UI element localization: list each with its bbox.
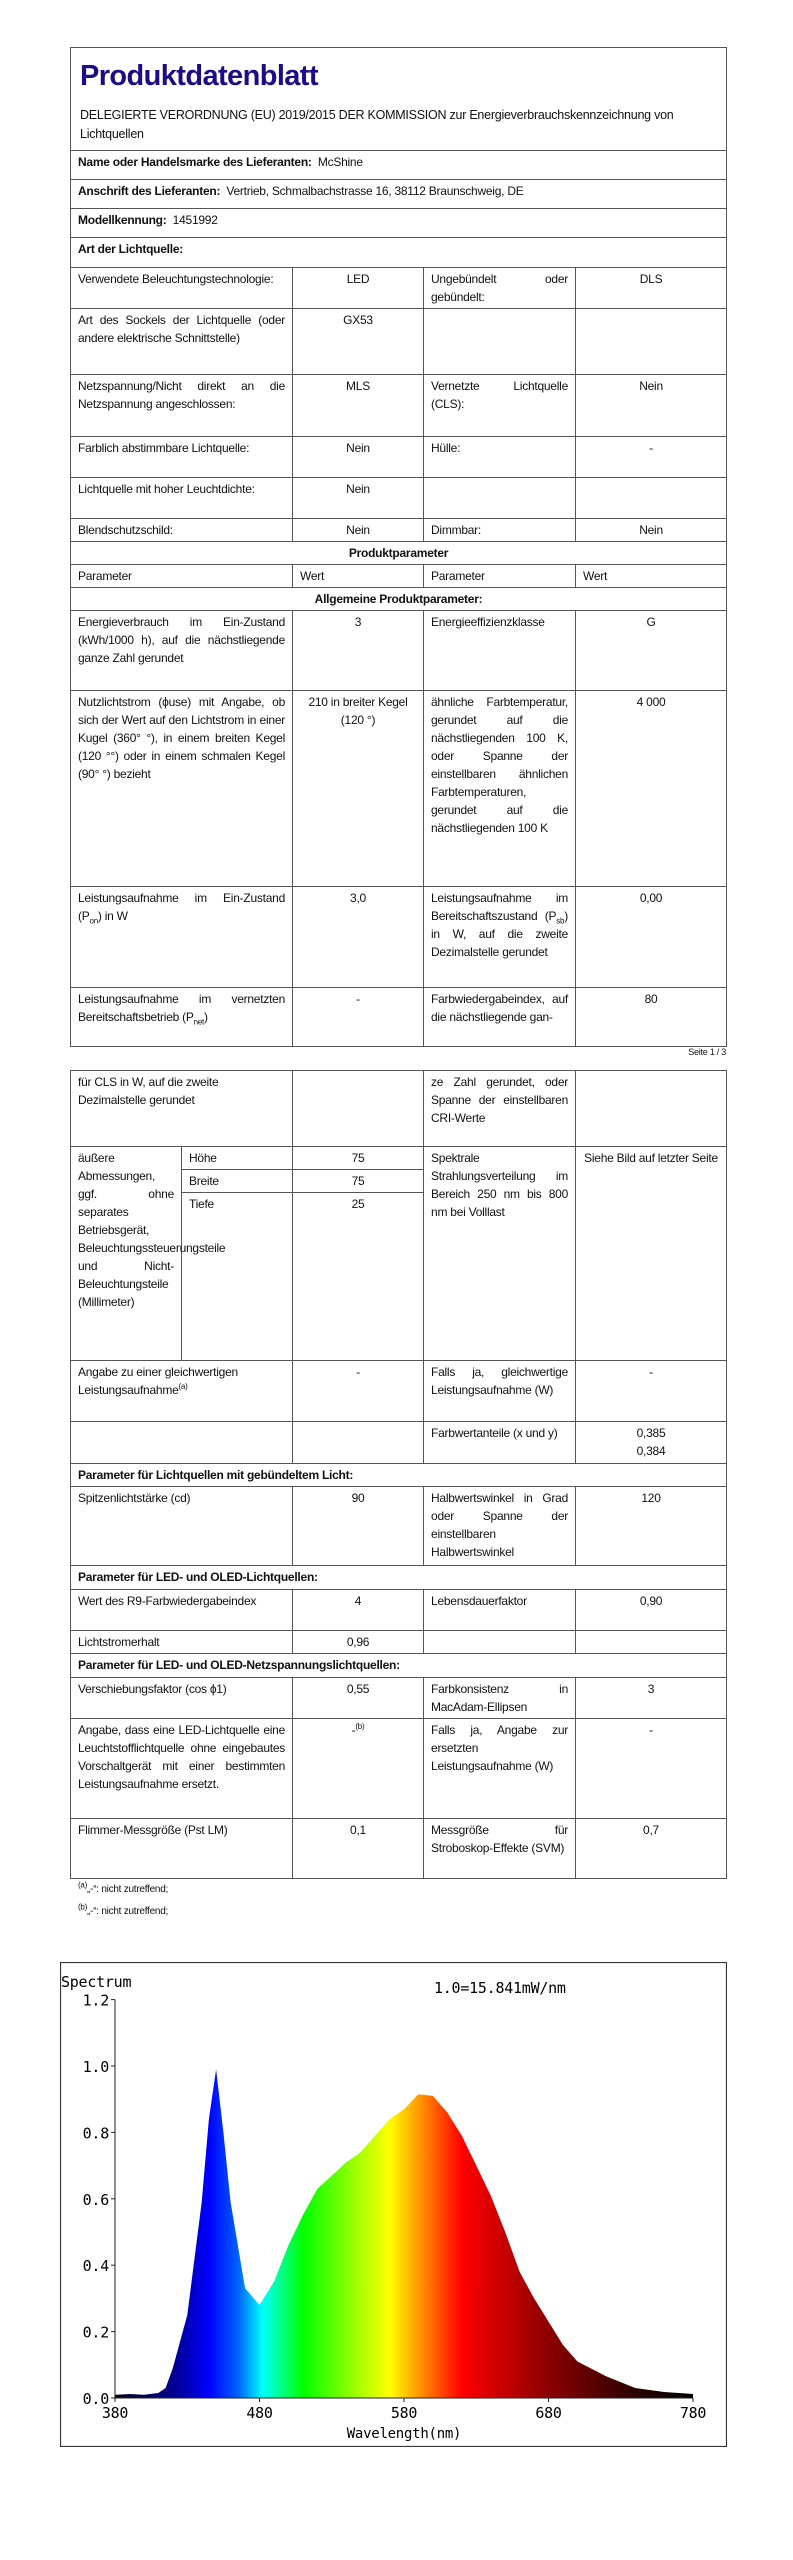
param-label: Falls ja, gleichwertige Leistungsaufnahme (W) bbox=[424, 1361, 576, 1422]
footnote-text: „-“: nicht zutreffend; bbox=[87, 1884, 169, 1895]
param-value bbox=[576, 478, 727, 519]
supplier-address: Vertrieb, Schmalbachstrasse 16, 38112 Braunschweig, DE bbox=[226, 184, 524, 198]
supplier-address-row bbox=[71, 180, 727, 209]
param-value: GX53 bbox=[293, 309, 424, 375]
table-row bbox=[71, 1071, 727, 1147]
param-value: - bbox=[576, 1719, 727, 1819]
label-text: Leistungsaufnahme im vernetzten Bereitschaftsbetrieb (P bbox=[78, 992, 285, 1024]
param-value: Nein bbox=[576, 519, 727, 542]
y-tick-label: 0.8 bbox=[82, 2124, 109, 2143]
y-tick-label: 0.4 bbox=[82, 2257, 109, 2276]
regulation-text: DELEGIERTE VERORDNUNG (EU) 2019/2015 DER KOMMISSION zur Energieverbrauchskennzeichnung von Lichtquellen bbox=[80, 108, 674, 141]
x-tick-label: 680 bbox=[535, 2404, 562, 2422]
param-value bbox=[576, 309, 727, 375]
y-tick-label: 1.2 bbox=[82, 1991, 109, 2010]
param-label: Ungebündelt oder gebündelt: bbox=[424, 268, 576, 309]
param-label: Nutzlichtstrom (ϕuse) mit Angabe, ob sich der Wert auf den Lichtstrom in einer Kugel (360° °), in einem breiten Kegel (120 °°) oder in einem schmalen Kegel (90° °) bezieht bbox=[71, 691, 293, 887]
param-label: Vernetzte Lichtquelle (CLS): bbox=[424, 375, 576, 437]
table-row bbox=[71, 1147, 727, 1170]
param-label: Energieeffizienzklasse bbox=[424, 611, 576, 691]
param-label bbox=[71, 988, 293, 1047]
param-value: 0,90 bbox=[576, 1590, 727, 1631]
param-value: - bbox=[293, 988, 424, 1047]
supplier-address-label: Anschrift des Lieferanten: bbox=[78, 184, 221, 198]
param-value: - bbox=[293, 1361, 424, 1422]
param-value bbox=[576, 1422, 727, 1464]
param-value: 210 in breiter Kegel (120 °) bbox=[293, 691, 424, 887]
param-label: Energieverbrauch im Ein-Zustand (kWh/1000 h), auf die nächstliegende ganze Zahl gerundet bbox=[71, 611, 293, 691]
param-value: - bbox=[576, 1361, 727, 1422]
column-header-row bbox=[71, 565, 727, 588]
dimension-label: Breite bbox=[182, 1170, 293, 1193]
dimension-label: Höhe bbox=[182, 1147, 293, 1170]
param-label: Netzspannung/Nicht direkt an die Netzspannung angeschlossen: bbox=[71, 375, 293, 437]
chart-title: Spectrum bbox=[61, 1973, 132, 1991]
param-label: ze Zahl gerundet, oder Spanne der einstellbaren CRI-Werte bbox=[424, 1071, 576, 1147]
param-label: Halbwertswinkel in Grad oder Spanne der einstellbaren Halbwertswinkel bbox=[424, 1487, 576, 1566]
param-label: Farblich abstimmbare Lichtquelle: bbox=[71, 437, 293, 478]
param-value: Siehe Bild auf letzter Seite bbox=[576, 1147, 727, 1361]
label-text: ) in W, auf die zweite Dezimalstelle gerundet bbox=[431, 909, 568, 959]
page-number: Seite 1 / 3 bbox=[688, 1047, 726, 1057]
column-header: Wert bbox=[293, 565, 424, 588]
table-row bbox=[71, 887, 727, 988]
y-tick-label: 0.6 bbox=[82, 2190, 109, 2209]
param-value: 0,00 bbox=[576, 887, 727, 988]
param-value: 4 bbox=[293, 1590, 424, 1631]
param-label: Flimmer-Messgröße (Pst LM) bbox=[71, 1819, 293, 1879]
param-value: 0,1 bbox=[293, 1819, 424, 1879]
title-cell bbox=[71, 48, 727, 151]
datasheet-table-page-1 bbox=[70, 47, 727, 1047]
footnote-mark: (b) bbox=[78, 1902, 88, 1912]
model-label: Modellkennung: bbox=[78, 213, 167, 227]
table-row bbox=[71, 309, 727, 375]
param-value bbox=[293, 1719, 424, 1819]
table-row bbox=[71, 375, 727, 437]
supplier-name: McShine bbox=[317, 155, 363, 169]
param-label bbox=[71, 887, 293, 988]
param-label: Farbkonsistenz in MacAdam-Ellipsen bbox=[424, 1678, 576, 1719]
param-label: Falls ja, Angabe zur ersetzten Leistungsaufnahme (W) bbox=[424, 1719, 576, 1819]
param-label: Art des Sockels der Lichtquelle (oder andere elektrische Schnittstelle) bbox=[71, 309, 293, 375]
model-row bbox=[71, 209, 727, 238]
label-text: Angabe zu einer gleichwertigen Leistungsaufnahme bbox=[78, 1365, 238, 1397]
param-label bbox=[71, 1361, 293, 1422]
param-value bbox=[576, 1071, 727, 1147]
param-value bbox=[576, 1631, 727, 1654]
param-label: Angabe, dass eine LED-Lichtquelle eine Leuchtstofflichtquelle ohne eingebautes Vorschaltgerät mit einer bestimmten Leistungsaufnahme ersetzt. bbox=[71, 1719, 293, 1819]
table-row bbox=[71, 1719, 727, 1819]
table-row bbox=[71, 691, 727, 887]
dimensions-label: äußere Abmessungen, ggf. ohne separates Betriebsgerät, Beleuchtungssteuerungsteile und Nicht-Beleuchtungsteile (Millimeter) bbox=[71, 1147, 182, 1361]
directional-heading: Parameter für Lichtquellen mit gebündeltem Licht: bbox=[71, 1464, 727, 1487]
param-label: Wert des R9-Farbwiedergabeindex bbox=[71, 1590, 293, 1631]
param-label: Dimmbar: bbox=[424, 519, 576, 542]
table-row bbox=[71, 1487, 727, 1566]
dimension-label: Tiefe bbox=[182, 1193, 293, 1361]
footnote-a bbox=[78, 1880, 169, 1895]
param-value: DLS bbox=[576, 268, 727, 309]
param-value: G bbox=[576, 611, 727, 691]
supplier-name-row bbox=[71, 151, 727, 180]
param-value: 90 bbox=[293, 1487, 424, 1566]
param-label: Blendschutzschild: bbox=[71, 519, 293, 542]
y-tick-label: 0.0 bbox=[82, 2390, 109, 2408]
footnote-ref: (b) bbox=[355, 1722, 365, 1731]
param-label: Farbwiedergabeindex, auf die nächstliegende gan- bbox=[424, 988, 576, 1047]
y-tick-label: 0.2 bbox=[82, 2323, 109, 2342]
x-tick-label: 480 bbox=[246, 2404, 273, 2422]
led-heading: Parameter für LED- und OLED-Lichtquellen: bbox=[71, 1566, 727, 1590]
param-label: Spitzenlichtstärke (cd) bbox=[71, 1487, 293, 1566]
x-tick-label: 780 bbox=[679, 2404, 707, 2422]
param-label bbox=[424, 309, 576, 375]
mains-heading: Parameter für LED- und OLED-Netzspannungslichtquellen: bbox=[71, 1654, 727, 1678]
table-row bbox=[71, 988, 727, 1047]
param-label bbox=[424, 478, 576, 519]
param-label bbox=[424, 887, 576, 988]
dimension-value: 25 bbox=[293, 1193, 424, 1361]
param-label: Lichtstromerhalt bbox=[71, 1631, 293, 1654]
param-label: Spektrale Strahlungsverteilung im Bereich 250 nm bis 800 nm bei Volllast bbox=[424, 1147, 576, 1361]
chromaticity-y: 0,384 bbox=[636, 1444, 666, 1458]
param-value: 0,96 bbox=[293, 1631, 424, 1654]
chart-annotation: 1.0=15.841mW/nm bbox=[434, 1979, 566, 1997]
subscript: sb bbox=[556, 916, 565, 926]
light-source-heading: Art der Lichtquelle: bbox=[71, 238, 727, 268]
subscript: net bbox=[193, 1017, 205, 1027]
param-label: für CLS in W, auf die zweite Dezimalstelle gerundet bbox=[71, 1071, 293, 1147]
param-label: Messgröße für Stroboskop-Effekte (SVM) bbox=[424, 1819, 576, 1879]
param-value: Nein bbox=[293, 437, 424, 478]
table-row bbox=[71, 1590, 727, 1631]
param-value: 3 bbox=[293, 611, 424, 691]
product-parameters-heading: Produktparameter bbox=[71, 542, 727, 565]
table-row bbox=[71, 519, 727, 542]
model-id: 1451992 bbox=[172, 213, 218, 227]
page-title: Produktdatenblatt bbox=[80, 60, 318, 92]
param-value: Nein bbox=[293, 478, 424, 519]
footnote-text: „-“: nicht zutreffend; bbox=[87, 1906, 169, 1917]
param-value: 3 bbox=[576, 1678, 727, 1719]
param-value: 4 000 bbox=[576, 691, 727, 887]
value-text: - bbox=[351, 1723, 356, 1737]
table-row bbox=[71, 1819, 727, 1879]
supplier-name-label: Name oder Handelsmarke des Lieferanten: bbox=[78, 155, 312, 169]
param-value bbox=[293, 1071, 424, 1147]
footnote-b bbox=[78, 1902, 169, 1917]
label-text: ) bbox=[204, 1010, 208, 1024]
general-parameters-heading: Allgemeine Produktparameter: bbox=[71, 588, 727, 611]
param-value: MLS bbox=[293, 375, 424, 437]
param-label: Farbwertanteile (x und y) bbox=[424, 1422, 576, 1464]
param-label bbox=[424, 1631, 576, 1654]
column-header: Wert bbox=[576, 565, 727, 588]
footnote-ref: (a) bbox=[178, 1382, 188, 1391]
table-row bbox=[71, 1678, 727, 1719]
label-text: ) in W bbox=[97, 909, 128, 923]
datasheet-table-page-2 bbox=[70, 1070, 727, 1879]
param-label: Hülle: bbox=[424, 437, 576, 478]
column-header: Parameter bbox=[71, 565, 293, 588]
table-row bbox=[71, 1422, 727, 1464]
label-text: Leistungsaufnahme im Ein-Zustand (P bbox=[78, 891, 285, 923]
spectrum-chart bbox=[60, 1962, 727, 2447]
param-value bbox=[293, 1422, 424, 1464]
param-label: Lichtquelle mit hoher Leuchtdichte: bbox=[71, 478, 293, 519]
param-value: Nein bbox=[576, 375, 727, 437]
param-value: 120 bbox=[576, 1487, 727, 1566]
table-row bbox=[71, 611, 727, 691]
column-header: Parameter bbox=[424, 565, 576, 588]
param-label: Verschiebungsfaktor (cos ϕ1) bbox=[71, 1678, 293, 1719]
param-value: 0,55 bbox=[293, 1678, 424, 1719]
label-text: Leistungsaufnahme im Bereitschaftszustand (P bbox=[431, 891, 568, 923]
table-row bbox=[71, 437, 727, 478]
subscript: on bbox=[89, 916, 98, 926]
param-label: ähnliche Farbtemperatur, gerundet auf die nächstliegenden 100 K, oder Spanne der einstellbaren ähnlichen Farbtemperaturen, gerundet auf die nächstliegenden 100 K bbox=[424, 691, 576, 887]
dimension-value: 75 bbox=[293, 1170, 424, 1193]
param-value: - bbox=[576, 437, 727, 478]
param-value: 0,7 bbox=[576, 1819, 727, 1879]
table-row bbox=[71, 1631, 727, 1654]
param-value: 3,0 bbox=[293, 887, 424, 988]
param-label: Lebensdauerfaktor bbox=[424, 1590, 576, 1631]
param-label bbox=[71, 1422, 293, 1464]
x-axis-label: Wavelength(nm) bbox=[346, 2426, 462, 2442]
chromaticity-x: 0,385 bbox=[636, 1426, 666, 1440]
param-value: 80 bbox=[576, 988, 727, 1047]
param-value: LED bbox=[293, 268, 424, 309]
param-value: Nein bbox=[293, 519, 424, 542]
table-row bbox=[71, 478, 727, 519]
footnote-mark: (a) bbox=[78, 1880, 88, 1890]
x-tick-label: 380 bbox=[101, 2404, 129, 2422]
param-label: Verwendete Beleuchtungstechnologie: bbox=[71, 268, 293, 309]
dimension-value: 75 bbox=[293, 1147, 424, 1170]
table-row bbox=[71, 268, 727, 309]
table-row bbox=[71, 1361, 727, 1422]
x-tick-label: 580 bbox=[390, 2404, 418, 2422]
y-tick-label: 1.0 bbox=[82, 2058, 109, 2076]
